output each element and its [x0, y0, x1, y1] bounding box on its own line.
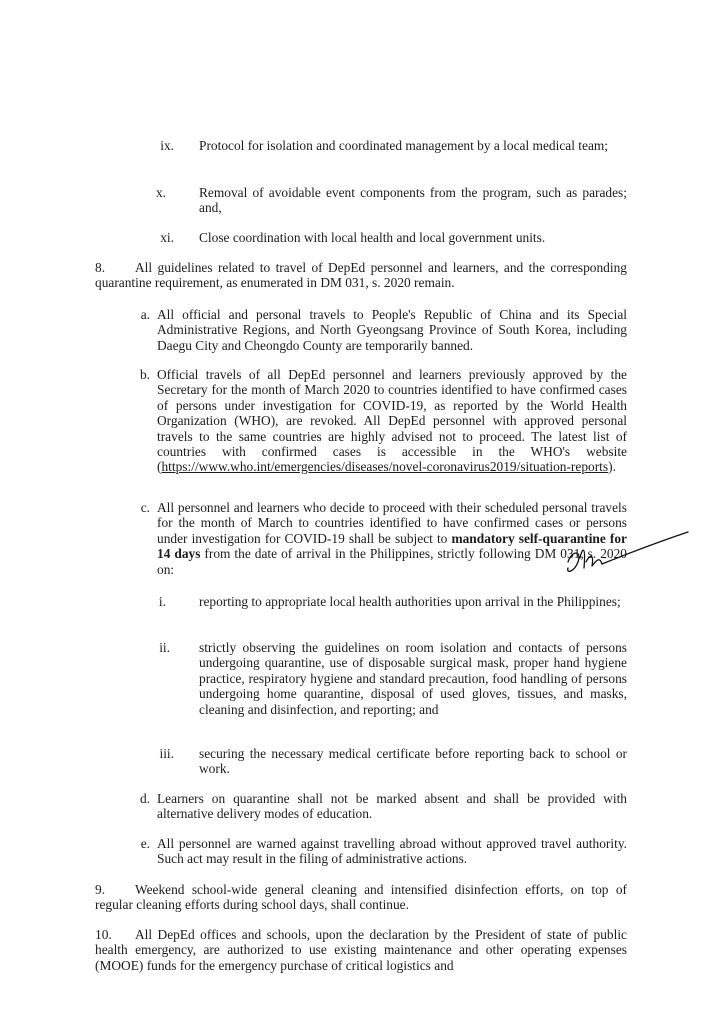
section-9-number: 9. [95, 882, 106, 897]
item-c-text-before: All personnel and learners who decide to proceed with their scheduled personal travels for the month of March to countries identified to have confirmed cases or persons under investigation for COVID-19 shall be subject to [157, 500, 627, 546]
roman-text-i: reporting to appropriate local health authorities upon arrival in the Philippines; [199, 594, 621, 609]
handwritten-initials [562, 528, 692, 588]
section-9 [95, 882, 627, 913]
section-10-text: All DepEd offices and schools, upon the declaration by the President of state of public health emergency, are authorized to use existing maintenance and other operating expenses (MOOE) funds for the emergency purchase of critical logistics and [95, 927, 627, 973]
roman-label-ix: ix. [160, 138, 174, 153]
item-b-label: b. [139, 367, 150, 382]
roman-text-ix: Protocol for isolation and coordinated management by a local medical team; [199, 138, 609, 153]
roman-text-x: Removal of avoidable event components from the program, such as parades; and, [199, 185, 627, 216]
roman-label-xi: xi. [160, 230, 174, 245]
section-8 [95, 260, 627, 291]
item-c-bold-text: mandatory self-quarantine for 14 days [157, 530, 627, 562]
who-situation-reports-link[interactable]: https://www.who.int/emergencies/diseases/novel-coronavirus2019/situation-reports [161, 459, 609, 475]
item-b-text [157, 367, 627, 475]
item-e-label: e. [140, 836, 150, 851]
item-c-label: c. [140, 500, 150, 515]
section-8-text: All guidelines related to travel of DepEd personnel and learners, and the corresponding quarantine requirement, as enumerated in DM 031, s. 2020 remain. [95, 260, 627, 291]
roman-text-ii: strictly observing the guidelines on room isolation and contacts of persons undergoing quarantine, use of disposable surgical mask, proper hand hygiene practice, respiratory hygiene and standard precaution, food handling of persons undergoing home quarantine, disposal of used gloves, tissues, and masks, cleaning and disinfection, and reporting; and [199, 640, 627, 717]
item-b-text-before: Official travels of all DepEd personnel and learners previously approved by the Secretary for the month of March 2020 to countries identified to have confirmed cases of persons under investigation for COVID-19, as reported by the World Health Organization (WHO), are revoked. All DepEd personnel with approved personal travels to the same countries are highly advised not to proceed. The latest list of countries with confirmed cases is accessible in the WHO's website ( [157, 367, 627, 475]
item-c-text [157, 500, 627, 577]
roman-text-iii: securing the necessary medical certificate before reporting back to school or work. [199, 746, 627, 777]
section-9-text: Weekend school-wide general cleaning and intensified disinfection efforts, on top of regular cleaning efforts during school days, shall continue. [95, 882, 627, 913]
roman-label-x: x. [155, 185, 166, 200]
item-d-label: d. [139, 791, 150, 806]
section-10 [95, 927, 627, 973]
item-c-text-after: from the date of arrival in the Philippines, strictly following DM 031, s. 2020 on: [157, 546, 628, 577]
roman-label-i: i. [158, 594, 166, 609]
item-b-text-after: ). [608, 459, 616, 475]
item-e-text: All personnel are warned against travelling abroad without approved travel authority. Such act may result in the filing of administrative actions. [157, 836, 627, 867]
section-10-number: 10. [95, 927, 112, 942]
item-d-text: Learners on quarantine shall not be marked absent and shall be provided with alternative delivery modes of education. [157, 791, 627, 822]
roman-label-ii: ii. [159, 640, 170, 655]
roman-text-xi: Close coordination with local health and local government units. [199, 230, 546, 245]
item-a-label: a. [140, 307, 150, 322]
item-a-text: All official and personal travels to People's Republic of China and its Special Administrative Regions, and North Gyeongsang Province of South Korea, including Daegu City and Cheongdo County are temporarily banned. [157, 307, 627, 353]
section-8-number: 8. [95, 260, 106, 275]
roman-label-iii: iii. [159, 746, 174, 761]
